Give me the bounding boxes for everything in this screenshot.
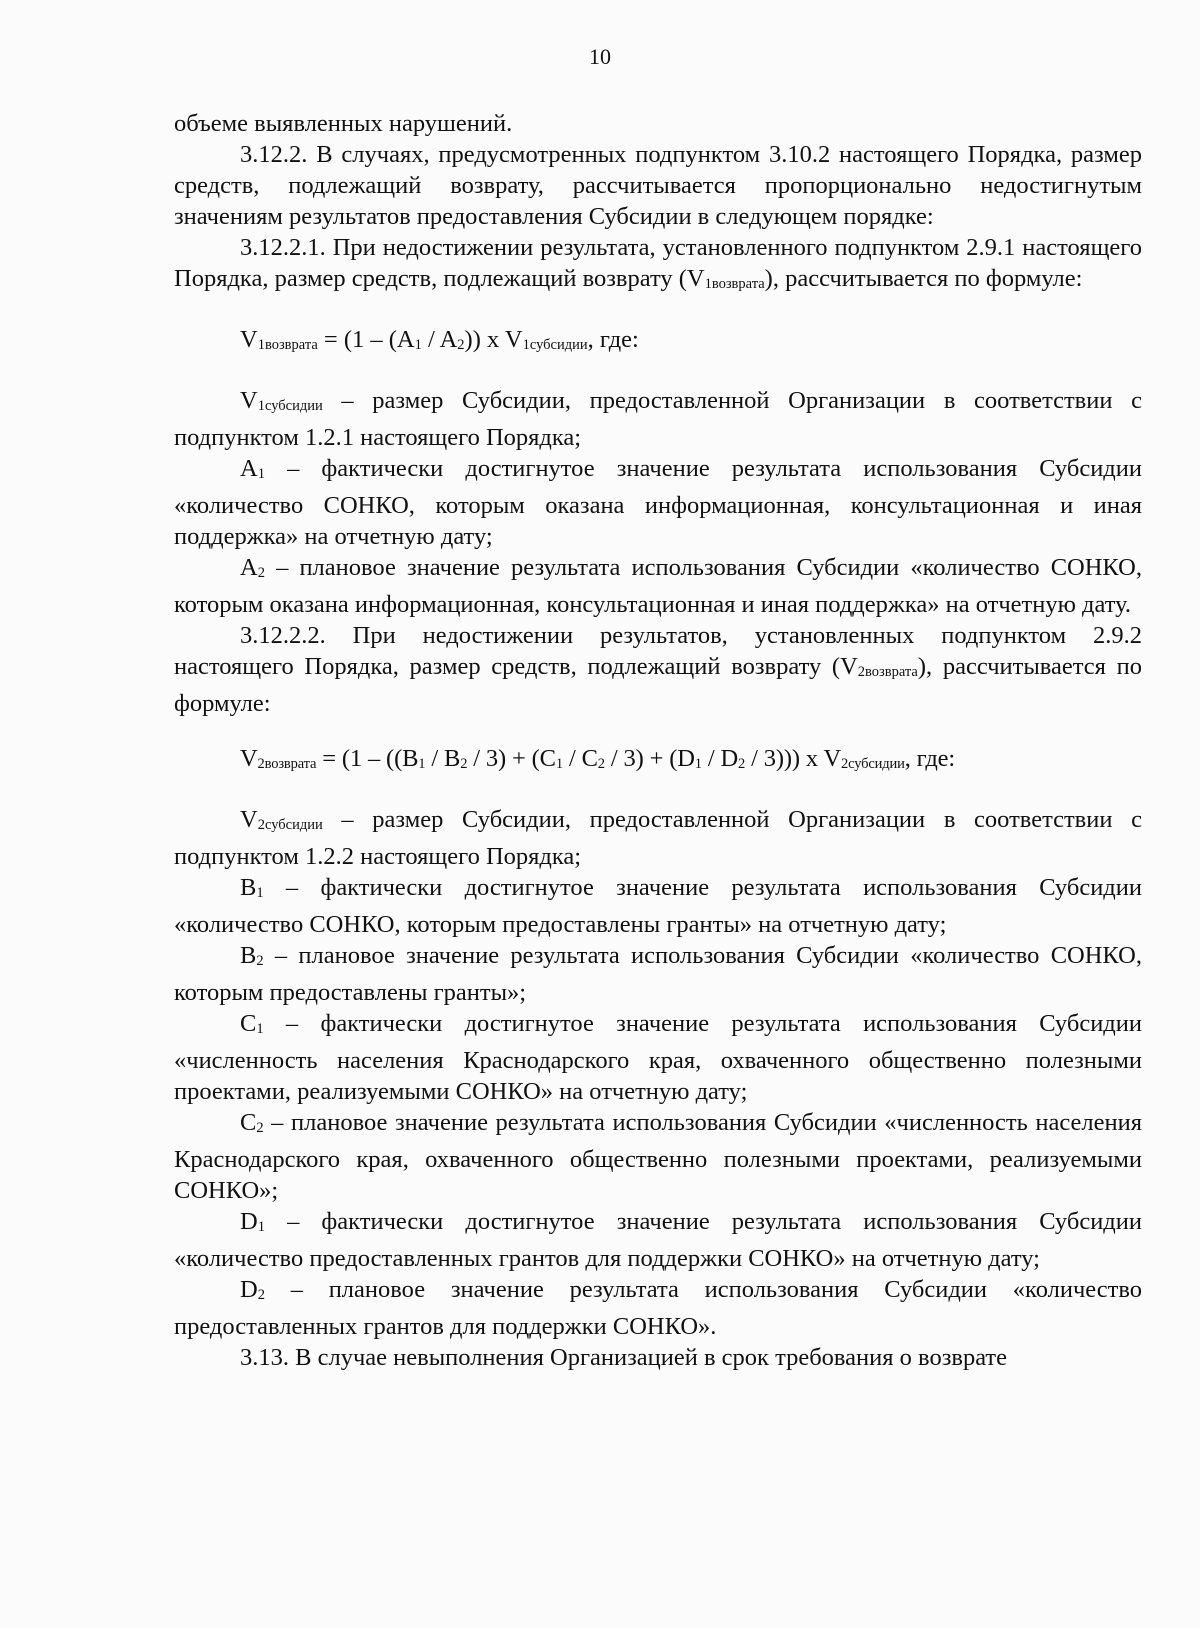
symbol: D [240, 1208, 258, 1235]
symbol: V [240, 806, 258, 833]
formula-symbol: V [240, 745, 258, 772]
paragraph-3-12-2-1 [174, 232, 1142, 300]
paragraph-3-12-2-2 [174, 620, 1142, 719]
subscript: 2субсидии [841, 756, 905, 772]
text-run: 3.12.2.2. При недостижении результатов, установленных подпунктом 2.9.2 настоящего Порядка, размер средств, подлежащий возврату (V [174, 622, 1142, 680]
subscript: 1 [555, 756, 563, 772]
subscript: 2субсидии [257, 817, 323, 833]
definition-d1 [174, 1206, 1142, 1274]
definition-a2 [174, 552, 1142, 620]
formula-text: / 3) + (D [604, 745, 695, 772]
symbol: A [240, 455, 258, 482]
formula-text: = (1 – (A [317, 326, 415, 353]
formula-2 [240, 743, 1142, 780]
subscript: 1субсидии [522, 337, 588, 353]
symbol: V [240, 387, 258, 414]
subscript: 2 [257, 565, 265, 581]
formula-1 [240, 324, 1142, 361]
symbol: D [240, 1276, 258, 1303]
symbol: C [240, 1109, 257, 1136]
definition-a1 [174, 453, 1142, 552]
subscript: 2 [256, 1120, 264, 1136]
definition-d2 [174, 1274, 1142, 1342]
formula-symbol: V [240, 326, 258, 353]
subscript: 2 [460, 756, 468, 772]
formula-text: , где: [904, 745, 956, 772]
paragraph-continuation [174, 108, 1142, 139]
subscript: 1 [257, 1219, 265, 1235]
paragraph-3-12-2: 3.12.2. В случаях, предусмотренных подпунктом 3.10.2 настоящего Порядка, размер средств, подлежащий возврату, рассчитывается пропорционально недостигнутым значениям результатов предоставления Субсидии в следующем порядке: [174, 141, 1142, 230]
subscript: 1 [414, 337, 422, 353]
formula-text: = (1 – ((B [316, 745, 419, 772]
definition-text: – фактически достигнутое значение результата использования Субсидии «количество предоставленных грантов для поддержки СОНКО» на отчетную дату; [174, 1208, 1142, 1272]
text-run: 3.12.2.1. При недостижении результата, установленного подпунктом 2.9.1 настоящего Порядка, размер средств, подлежащий возврату (V [174, 234, 1142, 292]
formula-text: / 3))) x V [745, 745, 842, 772]
formula-text: / C [562, 745, 598, 772]
subscript: 1субсидии [257, 398, 323, 414]
formula-text: / D [701, 745, 739, 772]
subscript: 2 [257, 1287, 265, 1303]
symbol: C [240, 1010, 257, 1037]
subscript: 2возврата [857, 664, 918, 680]
subscript: 1 [418, 756, 426, 772]
subscript: 1 [256, 1021, 264, 1037]
symbol: B [240, 942, 257, 969]
definition-text: – плановое значение результата использования Субсидии «количество СОНКО, которым оказана информационная, консультационная и иная поддержка» на отчетную дату. [174, 554, 1142, 618]
definition-text: – фактически достигнутое значение результата использования Субсидии «количество СОНКО, которым предоставлены гранты» на отчетную дату; [174, 874, 1142, 938]
formula-text: / A [421, 326, 458, 353]
text-line: объеме выявленных нарушений. [174, 110, 513, 137]
definition-v1-subsidy [174, 385, 1142, 453]
text-run: ), рассчитывается по формуле: [174, 653, 1142, 717]
symbol: A [240, 554, 258, 581]
definition-text: – размер Субсидии, предоставленной Организации в соответствии с подпунктом 1.2.2 настоящего Порядка; [174, 806, 1142, 870]
formula-text: / B [425, 745, 461, 772]
definition-text: – фактически достигнутое значение результата использования Субсидии «численность населения Краснодарского края, охваченного общественно полезными проектами, реализуемыми СОНКО» на отчетную дату; [174, 1010, 1142, 1105]
subscript: 1возврата [704, 276, 765, 292]
definition-text: – плановое значение результата использования Субсидии «количество предоставленных грантов для поддержки СОНКО». [174, 1276, 1142, 1340]
definition-text: – фактически достигнутое значение результата использования Субсидии «количество СОНКО, которым оказана информационная, консультационная и иная поддержка» на отчетную дату; [174, 455, 1142, 550]
definition-c1 [174, 1008, 1142, 1107]
subscript: 1 [257, 466, 265, 482]
formula-text: / 3) + (C [467, 745, 556, 772]
subscript: 2 [457, 337, 465, 353]
definition-text: – плановое значение результата использования Субсидии «количество СОНКО, которым предоставлены гранты»; [174, 942, 1142, 1006]
symbol: B [240, 874, 257, 901]
text-run: ), рассчитывается по формуле: [764, 265, 1083, 292]
subscript: 2возврата [257, 756, 317, 772]
page-number: 10 [589, 44, 611, 69]
definition-b1 [174, 872, 1142, 940]
subscript: 1 [256, 885, 264, 901]
document-body [174, 108, 1142, 1373]
subscript: 1 [694, 756, 702, 772]
definition-b2 [174, 940, 1142, 1008]
definition-c2 [174, 1107, 1142, 1206]
definition-text: – размер Субсидии, предоставленной Организации в соответствии с подпунктом 1.2.1 настоящего Порядка; [174, 387, 1142, 451]
subscript: 2 [597, 756, 605, 772]
formula-text: , где: [587, 326, 639, 353]
subscript: 2 [256, 953, 264, 969]
definition-v2-subsidy [174, 804, 1142, 872]
paragraph-3-13: 3.13. В случае невыполнения Организацией в срок требования о возврате [240, 1344, 1008, 1371]
subscript: 1возврата [257, 337, 318, 353]
subscript: 2 [738, 756, 746, 772]
definition-text: – плановое значение результата использования Субсидии «численность населения Краснодарского края, охваченного общественно полезными проектами, реализуемыми СОНКО»; [174, 1109, 1142, 1204]
formula-text: )) x V [464, 326, 523, 353]
